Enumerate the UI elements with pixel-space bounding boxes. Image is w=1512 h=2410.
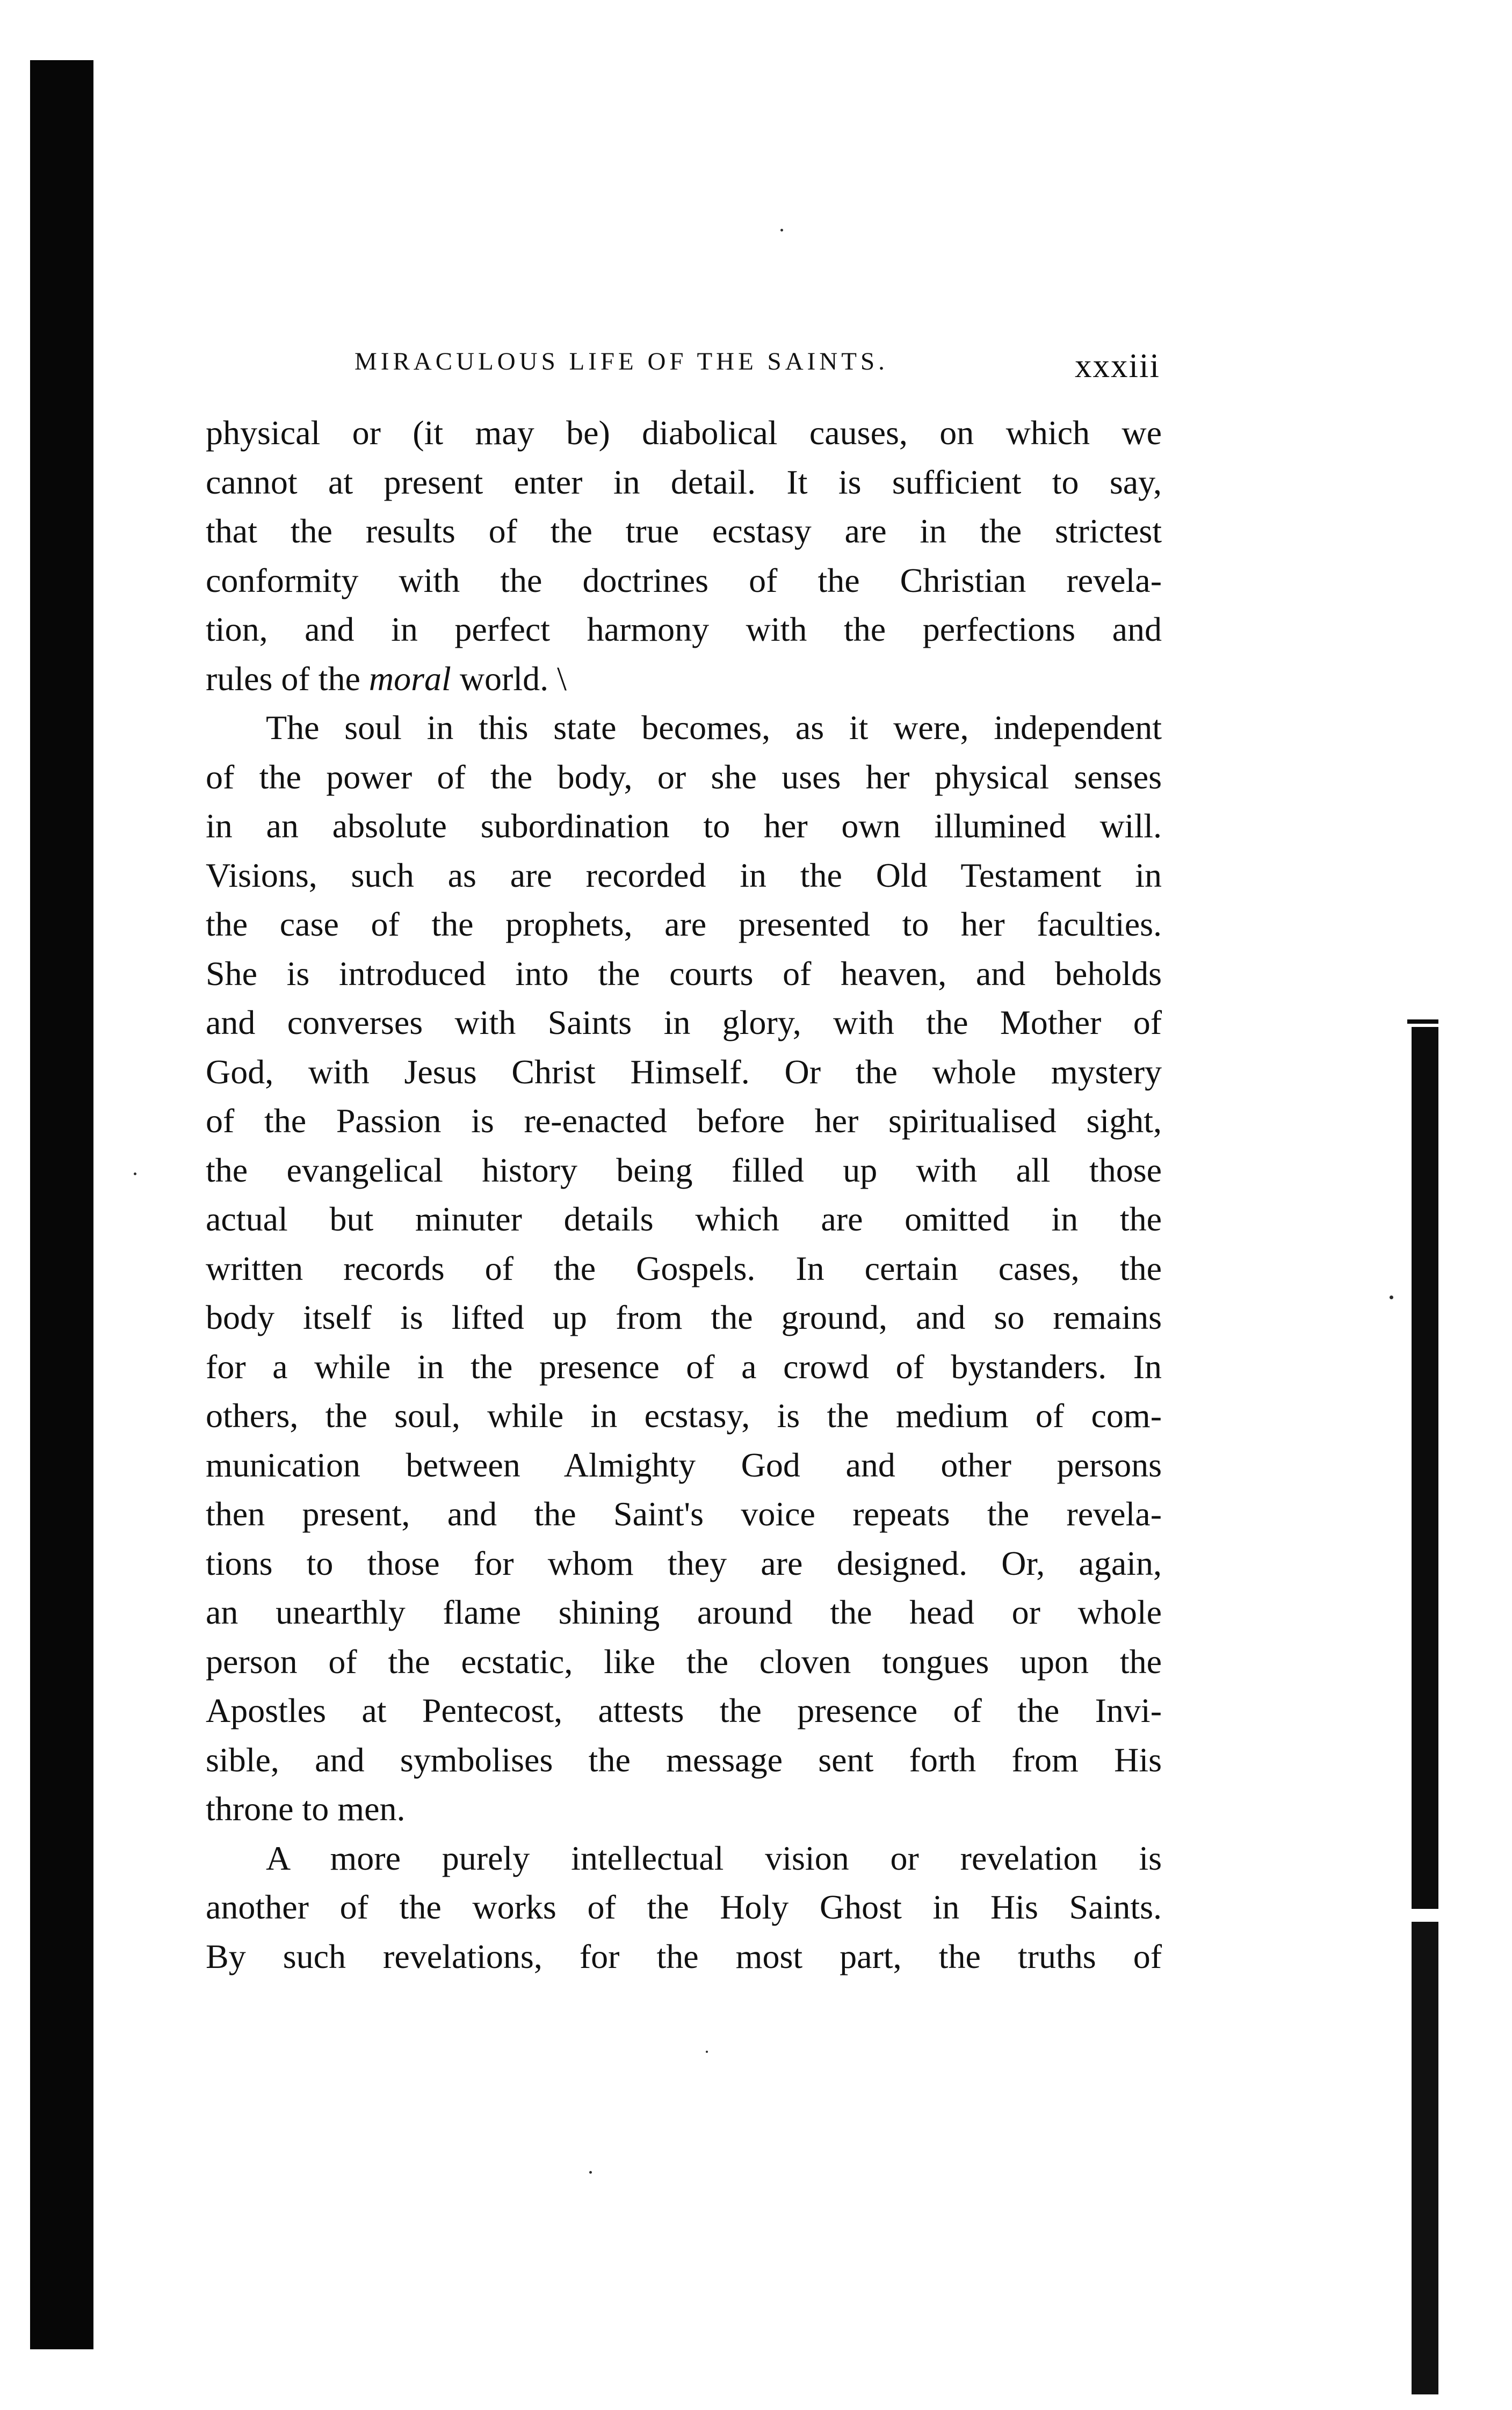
text-line: She is introduced into the courts of heaven, and beholds — [206, 954, 1162, 993]
paper-speck — [1390, 1296, 1393, 1299]
paragraph-start-line: A more purely intellectual vision or revelation is — [266, 1839, 1162, 1877]
text-line: person of the ecstatic, like the cloven tongues upon the — [206, 1642, 1162, 1681]
paper-speck — [589, 2171, 592, 2174]
text-line: tions to those for whom they are designed. Or, again, — [206, 1544, 1162, 1582]
text-line: that the results of the true ecstasy are in the strictest — [206, 512, 1162, 550]
scan-binding-edge — [30, 60, 93, 2349]
text-line: in an absolute subordination to her own illumined will. — [206, 807, 1162, 845]
text-line: another of the works of the Holy Ghost in His Saints. — [206, 1888, 1162, 1926]
text-line: Visions, such as are recorded in the Old Testament in — [206, 856, 1162, 894]
paper-speck — [780, 229, 783, 231]
text-line: munication between Almighty God and other persons — [206, 1445, 1162, 1484]
text-line: and converses with Saints in glory, with the Mother of — [206, 1003, 1162, 1041]
text-line: actual but minuter details which are omitted in the — [206, 1200, 1162, 1238]
line-text-after-italic: world. \ — [451, 659, 567, 698]
text-line: conformity with the doctrines of the Christian revela- — [206, 561, 1162, 599]
text-line-with-italic — [206, 654, 1162, 704]
page-number: xxxiii — [1074, 347, 1160, 385]
text-line: of the power of the body, or she uses her physical senses — [206, 757, 1162, 796]
italic-word: moral — [368, 659, 451, 698]
paper-speck — [706, 2051, 708, 2053]
paragraph-start-line: The soul in this state becomes, as it were, independent — [266, 708, 1162, 747]
running-head: MIRACULOUS LIFE OF THE SAINTS. — [355, 348, 888, 375]
body-text — [206, 408, 1162, 1981]
text-line: then present, and the Saint's voice repeats the revela- — [206, 1495, 1162, 1533]
paragraph-end-line: throne to men. — [206, 1790, 406, 1828]
text-line: for a while in the presence of a crowd of bystanders. In — [206, 1347, 1162, 1386]
line-text-before-italic: rules of the — [206, 659, 369, 698]
text-line: body itself is lifted up from the ground, and so remains — [206, 1298, 1162, 1336]
text-line: an unearthly flame shining around the head or whole — [206, 1593, 1162, 1631]
scan-margin-tick — [1407, 1019, 1438, 1024]
text-line: tion, and in perfect harmony with the perfections and — [206, 610, 1162, 648]
text-line: cannot at present enter in detail. It is sufficient to say, — [206, 462, 1162, 501]
text-line: the evangelical history being filled up with all those — [206, 1150, 1162, 1189]
scan-margin-bar — [1412, 1027, 1438, 1909]
text-line: Apostles at Pentecost, attests the presence of the Invi- — [206, 1691, 1162, 1729]
text-line: of the Passion is re-enacted before her spiritualised sight, — [206, 1102, 1162, 1140]
paper-speck — [134, 1173, 136, 1175]
text-line: By such revelations, for the most part, the truths of — [206, 1937, 1162, 1975]
scan-margin-bar-lower — [1412, 1922, 1438, 2394]
text-line: God, with Jesus Christ Himself. Or the whole mystery — [206, 1052, 1162, 1091]
text-line: sible, and symbolises the message sent forth from His — [206, 1740, 1162, 1779]
text-line: written records of the Gospels. In certain cases, the — [206, 1249, 1162, 1287]
text-line: the case of the prophets, are presented to her faculties. — [206, 905, 1162, 943]
text-line: others, the soul, while in ecstasy, is the medium of com- — [206, 1396, 1162, 1435]
text-line: physical or (it may be) diabolical causes, on which we — [206, 414, 1162, 452]
